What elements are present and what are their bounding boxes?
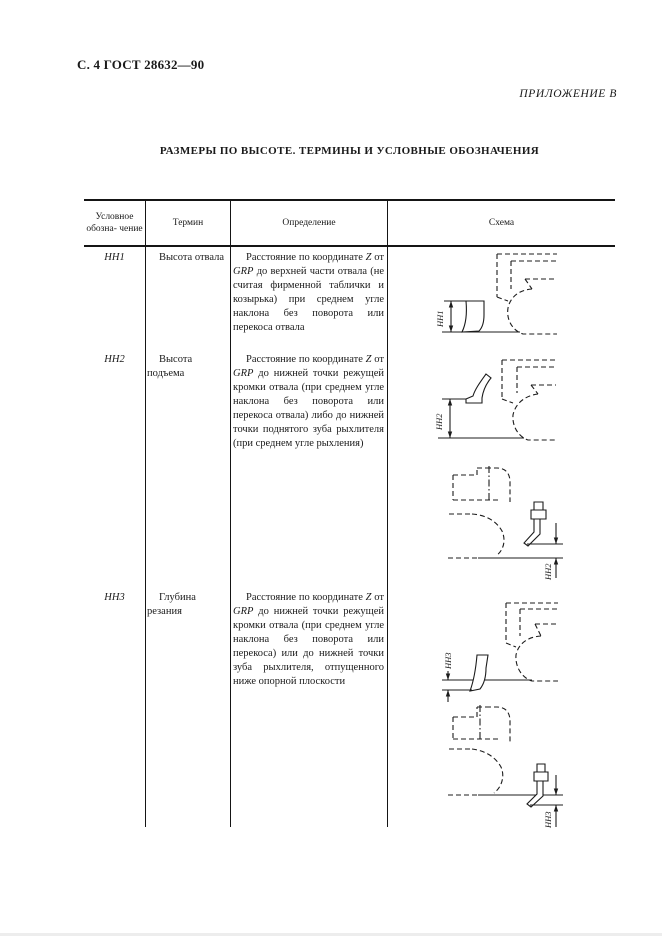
row3-def-z: Z xyxy=(365,592,372,603)
row2-def-rest: до нижней точки режущей кромки отвала (при среднем угле наклона без поворота или перекоса отвала) либо до нижней точки поднятого зуба рыхлителя (при среднем угле рыхления) xyxy=(233,368,384,449)
dimension-label: НН3 xyxy=(443,652,453,669)
row2-def-lead: Расстояние по координате xyxy=(246,354,363,365)
row1-definition xyxy=(233,251,384,335)
row2-definition xyxy=(233,353,384,451)
dimension-hh3 xyxy=(443,652,453,702)
header-schema: Схема xyxy=(488,217,515,228)
terms-table xyxy=(84,199,615,865)
schematic-hh1-blade-height xyxy=(420,247,620,352)
row2-term: Высота подъема xyxy=(147,354,193,379)
header-term: Термин xyxy=(172,217,204,228)
tractor-outline xyxy=(497,254,557,334)
row1-def-rest: до верхней части отвала (не считая фирменной таблички и козырька) при среднем угле наклона без поворота или перекоса отвала xyxy=(233,266,385,333)
row1-def-grp: GRP xyxy=(233,266,254,277)
row3-def-rest: до нижней точки режущей кромки отвала (при среднем угле наклона без поворота или перекоса) или до нижней точки зуба рыхлителя, отпущенного ниже опорной плоскости xyxy=(233,606,384,687)
header-definition: Определение xyxy=(282,217,336,228)
dimension-label: НН1 xyxy=(435,310,445,327)
header-designation: Условное обозна- чение xyxy=(86,211,143,234)
tractor-outline xyxy=(448,707,510,795)
row1-designation: НН1 xyxy=(104,252,125,263)
tractor-outline xyxy=(506,603,558,681)
ripper-tooth-below-ground xyxy=(527,764,548,807)
row2-def-mid: от xyxy=(374,354,384,365)
raised-dozer-blade xyxy=(466,374,491,403)
row2-designation: НН2 xyxy=(104,354,125,365)
row3-def-grp: GRP xyxy=(233,606,254,617)
page-header-gost-number: С. 4 ГОСТ 28632—90 xyxy=(77,57,205,72)
row3-designation: НН3 xyxy=(104,592,125,603)
tractor-outline xyxy=(448,468,510,558)
tractor-outline xyxy=(502,360,556,440)
schematic-hh2-blade-lift xyxy=(420,352,620,464)
annex-label: ПРИЛОЖЕНИЕ В xyxy=(519,88,617,100)
ripper-tooth xyxy=(524,502,546,546)
row3-definition xyxy=(233,591,384,689)
schematic-hh2-ripper-lift xyxy=(420,457,620,592)
row1-def-mid: от xyxy=(374,252,384,263)
column-divider-1 xyxy=(145,201,146,827)
dimension-hh3-ripper xyxy=(543,775,558,829)
dozer-blade xyxy=(462,301,484,332)
dimension-hh2-ripper xyxy=(543,523,558,581)
dimension-label: НН2 xyxy=(543,563,553,580)
row1-def-lead: Расстояние по координате xyxy=(246,252,363,263)
row2-def-z: Z xyxy=(365,354,372,365)
table-header-row xyxy=(84,201,615,247)
schematic-hh3-blade-depth xyxy=(420,590,620,705)
column-divider-3 xyxy=(387,201,388,827)
row2-def-grp: GRP xyxy=(233,368,254,379)
dozer-blade-below-ground xyxy=(470,655,488,691)
row3-def-mid: от xyxy=(374,592,384,603)
page-title: РАЗМЕРЫ ПО ВЫСОТЕ. ТЕРМИНЫ И УСЛОВНЫЕ ОБОЗНАЧЕНИЯ xyxy=(159,145,540,157)
row1-term: Высота отвала xyxy=(159,252,225,263)
schematic-hh3-ripper-depth xyxy=(420,700,620,865)
row1-def-z: Z xyxy=(365,252,372,263)
dimension-hh2 xyxy=(434,399,452,438)
dimension-label: НН2 xyxy=(434,413,444,430)
column-divider-2 xyxy=(230,201,231,827)
dimension-label: НН3 xyxy=(543,811,553,828)
row3-term: Глубина резания xyxy=(147,592,196,617)
dimension-hh1 xyxy=(435,301,466,332)
row3-def-lead: Расстояние по координате xyxy=(246,592,363,603)
